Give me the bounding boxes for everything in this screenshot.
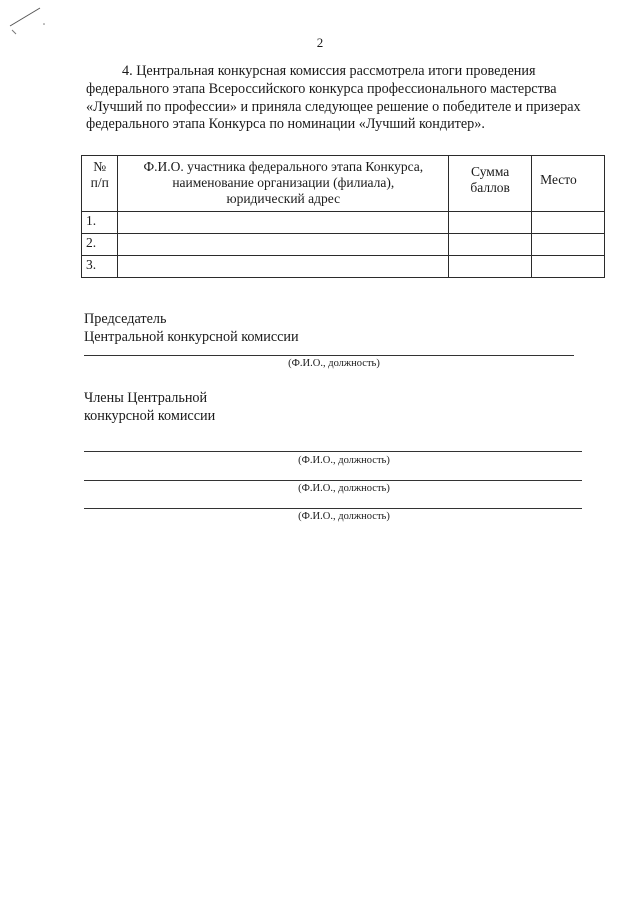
header-score-line: баллов	[470, 180, 510, 195]
member-signature-line	[84, 451, 582, 452]
place-cell	[532, 234, 605, 256]
decision-paragraph	[86, 63, 605, 134]
table-row	[82, 234, 605, 256]
members-title-line: Члены Центральной	[84, 390, 208, 406]
members-title-line: конкурсной комиссии	[84, 408, 216, 424]
chairman-signature-caption: (Ф.И.О., должность)	[288, 358, 380, 369]
member-signature-line	[84, 480, 582, 481]
chairman-title-line: Центральной конкурсной комиссии	[84, 329, 299, 345]
header-participant-line: наименование организации (филиала),	[172, 175, 395, 190]
chairman-title-line: Председатель	[84, 311, 167, 327]
row-number-cell: 1.	[82, 212, 118, 234]
page-number: 2	[316, 35, 324, 50]
paragraph-line: федерального этапа Конкурса по номинации «Лучший кондитер».	[86, 116, 485, 133]
score-cell	[449, 212, 532, 234]
scan-mark	[4, 4, 50, 38]
score-cell	[449, 234, 532, 256]
paragraph-line: федерального этапа Всероссийского конкурса профессионального мастерства	[86, 80, 557, 97]
participant-cell	[118, 234, 449, 256]
score-cell	[449, 256, 532, 278]
paragraph-line: 4. Центральная конкурсная комиссия рассмотрела итоги проведения	[122, 63, 536, 79]
chairman-signature-line	[84, 355, 574, 356]
member-signature-line	[84, 508, 582, 509]
participant-cell	[118, 256, 449, 278]
header-number-line: №	[93, 159, 107, 174]
table-header-row	[82, 156, 605, 212]
member-signature-caption: (Ф.И.О., должность)	[298, 511, 390, 522]
header-participant-line: юридический адрес	[226, 191, 341, 206]
header-score-line: Сумма	[471, 164, 510, 179]
header-participant	[118, 156, 449, 212]
header-participant-line: Ф.И.О. участника федерального этапа Конкурса,	[143, 159, 424, 174]
table-row	[82, 212, 605, 234]
table-row	[82, 256, 605, 278]
header-place: Место	[532, 156, 605, 212]
row-number-cell: 2.	[82, 234, 118, 256]
member-signature-caption: (Ф.И.О., должность)	[298, 455, 390, 466]
chairman-title	[84, 310, 299, 346]
row-number-cell: 3.	[82, 256, 118, 278]
member-signature-caption: (Ф.И.О., должность)	[298, 483, 390, 494]
place-cell	[532, 212, 605, 234]
header-number	[82, 156, 118, 212]
paragraph-line: «Лучший по профессии» и приняла следующее решение о победителе и призерах	[86, 98, 581, 115]
place-cell	[532, 256, 605, 278]
header-score	[449, 156, 532, 212]
results-table	[81, 155, 605, 278]
members-title	[84, 389, 215, 425]
header-number-line: п/п	[90, 175, 109, 190]
participant-cell	[118, 212, 449, 234]
